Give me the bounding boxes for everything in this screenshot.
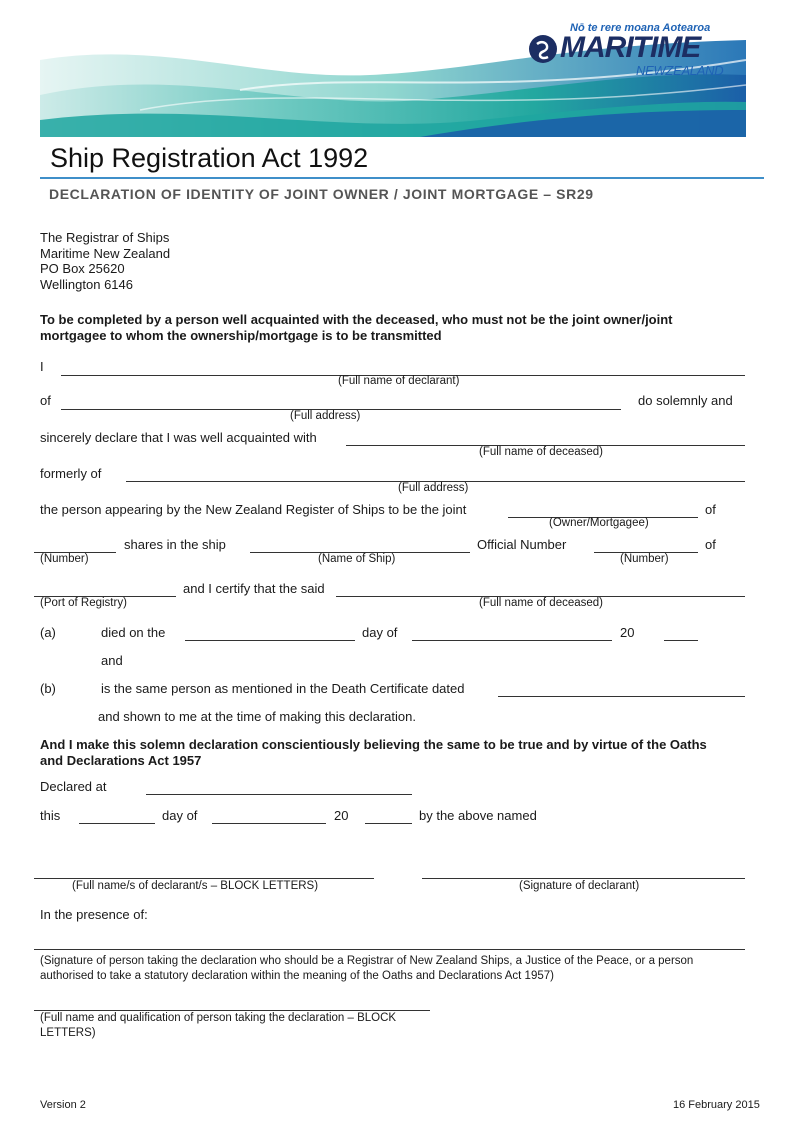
acquainted-text: sincerely declare that I was well acquainted with [40,430,317,445]
solemn-declaration-text: And I make this solemn declaration conscientiously believing the same to be true and by virtue of the Oaths and Declarations Act 1957 [40,737,707,768]
declared-month-field[interactable] [212,809,326,824]
address-line: Wellington 6146 [40,276,133,292]
year-prefix-2: 20 [334,808,349,823]
declared-year-field[interactable] [365,809,412,824]
day-of-text: day of [362,625,398,640]
logo-emblem-icon [528,34,558,64]
caption-witness-signature: (Signature of person taking the declaration who should be a Registrar of New Zealand Ships, a Justice of the Peace, or a person authorised to take a statutory declaration within the meaning of the Oaths and Declarations Act 1957) [40,955,694,982]
same-person-text: is the same person as mentioned in the Death Certificate dated [101,681,465,696]
logo-tagline: Nō te rere moana Aotearoa [570,22,711,34]
caption-deceased-name: (Full name of deceased) [479,446,604,458]
death-month-field[interactable] [412,626,612,641]
witness-name-field[interactable] [34,996,430,1011]
presence-text: In the presence of: [40,907,148,922]
caption-number: (Number) [40,553,89,565]
caption-deceased-2: (Full name of deceased) [479,597,604,609]
death-certificate-date-field[interactable] [498,682,745,697]
caption-full-address: (Full address) [290,410,361,422]
witness-signature-field[interactable] [34,935,745,950]
address-line: The Registrar of Ships [40,230,170,245]
footer-date: 16 February 2015 [673,1099,760,1111]
deceased-name-field[interactable] [346,431,745,446]
declarant-signature-field[interactable] [422,864,745,879]
i-label: I [40,359,44,374]
appearing-text: the person appearing by the New Zealand Register of Ships to be the joint [40,502,467,517]
form-subtitle: DECLARATION OF IDENTITY OF JOINT OWNER / JOINT MORTGAGE – SR29 [49,186,594,202]
died-on-text: died on the [101,625,166,640]
and-text: and [101,653,123,668]
certify-text: and I certify that the said [183,581,325,596]
death-day-field[interactable] [185,626,355,641]
official-number-label: Official Number [477,537,567,552]
title-rule [40,177,764,179]
shares-number-field[interactable] [34,538,116,553]
address-block [40,230,170,292]
year-prefix: 20 [620,625,635,640]
declared-at-label: Declared at [40,779,107,794]
port-registry-field[interactable] [34,582,176,597]
shares-text: shares in the ship [124,537,226,552]
caption-full-address-2: (Full address) [398,482,469,494]
death-year-field[interactable] [664,626,698,641]
instruction-text: To be completed by a person well acquainted with the deceased, who must not be the joint owner/joint mortgagee to whom the ownership/mortgage is to be transmitted [40,312,673,343]
solemnly-text: do solemnly and [638,393,733,408]
page-title: Ship Registration Act 1992 [50,143,369,173]
official-number-field[interactable] [594,538,698,553]
of-label-2: of [705,502,716,517]
caption-ship: (Name of Ship) [318,553,396,565]
logo-brand: MARITIME [560,31,701,64]
address-line: PO Box 25620 [40,261,125,276]
caption-witness-name: (Full name and qualification of person taking the declaration – BLOCK LETTERS) [40,1012,397,1039]
caption-owner: (Owner/Mortgagee) [549,517,649,529]
day-of-text-2: day of [162,808,198,823]
deceased-name-field-2[interactable] [336,582,745,597]
caption-port: (Port of Registry) [40,597,127,609]
address-line: Maritime New Zealand [40,245,171,261]
formerly-text: formerly of [40,466,102,481]
caption-number-2: (Number) [620,553,669,565]
declarant-name-field[interactable] [61,361,745,376]
maritime-logo [520,22,746,82]
logo-brand-sub: NEWZEALAND [636,63,724,78]
owner-mortgagee-field[interactable] [508,503,698,518]
of-label-3: of [705,537,716,552]
shown-text: and shown to me at the time of making this declaration. [98,709,416,724]
this-label: this [40,808,61,823]
declarant-block-letters-field[interactable] [34,864,374,879]
declared-day-field[interactable] [79,809,155,824]
above-named-text: by the above named [419,808,537,823]
caption-signature: (Signature of declarant) [519,880,640,892]
declared-at-field[interactable] [146,780,412,795]
caption-declarant-name: (Full name of declarant) [338,375,460,387]
of-label: of [40,393,51,408]
b-label: (b) [40,681,56,696]
footer-version: Version 2 [40,1099,86,1111]
caption-block-letters: (Full name/s of declarant/s – BLOCK LETTERS) [72,880,319,892]
a-label: (a) [40,625,56,640]
ship-name-field[interactable] [250,538,470,553]
deceased-address-field[interactable] [126,467,745,482]
declarant-address-field[interactable] [61,395,621,410]
